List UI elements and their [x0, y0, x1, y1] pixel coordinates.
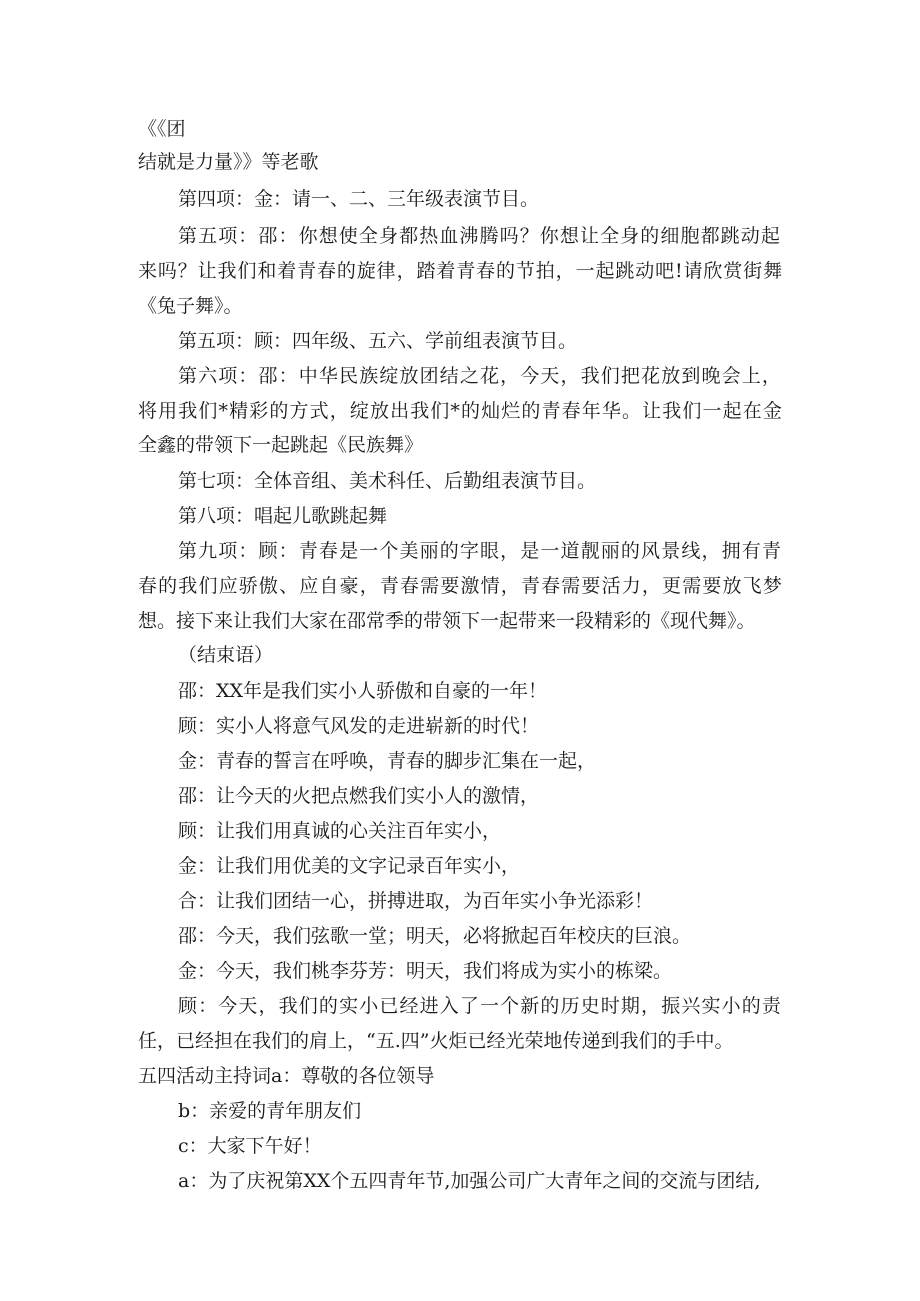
text-line: 顾：让我们用真诚的心关注百年实小， — [178, 820, 502, 842]
text-line: 合：让我们团结一心，拼搏进取，为百年实小争光添彩！ — [178, 890, 654, 912]
text-line: 顾：实小人将意气风发的走进崭新的时代！ — [178, 715, 540, 737]
text-line: 金：今天，我们桃李芬芳：明天，我们将成为实小的栋梁。 — [178, 960, 673, 982]
text-line: b：亲爱的青年朋友们 — [178, 1100, 362, 1122]
text-line: 第四项：金：请一、二、三年级表演节目。 — [178, 188, 540, 210]
text-line: 顾：今天，我们的实小已经进入了一个新的历史时期，振兴实小的责 — [178, 995, 782, 1017]
text-line: 邵：XX年是我们实小人骄傲和自豪的一年！ — [178, 680, 548, 702]
text-line: 将用我们*精彩的方式，绽放出我们*的灿烂的青春年华。让我们一起在金 — [138, 400, 783, 422]
text-line: 想。接下来让我们大家在邵常季的带领下一起带来一段精彩的《现代舞》。 — [138, 610, 756, 632]
text-line: 邵：让今天的火把点燃我们实小人的激情， — [178, 785, 540, 807]
text-line: 来吗？让我们和着青春的旋律，踏着青春的节拍，一起跳动吧!请欣赏街舞 — [138, 260, 783, 282]
section-heading: （结束语） — [178, 644, 274, 666]
text-line: 第八项：唱起儿歌跳起舞 — [178, 505, 388, 527]
text-line: 第七项：全体音组、美术科任、后勤组表演节目。 — [178, 470, 597, 492]
text-line: c：大家下午好！ — [178, 1135, 322, 1157]
text-line: 邵：今天，我们弦歌一堂；明天，必将掀起百年校庆的巨浪。 — [178, 925, 692, 947]
text-line: 《《团 — [138, 118, 186, 140]
text-line: 第六项：邵：中华民族绽放团结之花，今天，我们把花放到晚会上， — [178, 365, 782, 387]
text-line: 第五项：邵：你想使全身都热血沸腾吗？你想让全身的细胞都跳动起 — [178, 225, 781, 247]
text-line: a：为了庆祝第XX个五四青年节,加强公司广大青年之间的交流与团结, — [178, 1170, 761, 1192]
text-line: 五四活动主持词a：尊敬的各位领导 — [138, 1065, 435, 1087]
text-line: 金：让我们用优美的文字记录百年实小， — [178, 855, 521, 877]
text-line: 金：青春的誓言在呼唤，青春的脚步汇集在一起， — [178, 750, 597, 772]
text-line: 春的我们应骄傲、应自豪，青春需要激情，青春需要活力，更需要放飞梦 — [138, 575, 783, 597]
text-line: 任，已经担在我们的肩上，“五.四”火炬已经光荣地传递到我们的手中。 — [138, 1030, 734, 1052]
text-line: 结就是力量》》等老歌 — [138, 151, 319, 173]
text-line: 第九项：顾：青春是一个美丽的字眼，是一道靓丽的风景线，拥有青 — [178, 540, 782, 562]
text-line: 第五项：顾：四年级、五六、学前组表演节目。 — [178, 330, 578, 352]
text-line: 全鑫的带领下一起跳起《民族舞》 — [138, 434, 424, 456]
text-line: 《兔子舞》。 — [138, 295, 243, 317]
